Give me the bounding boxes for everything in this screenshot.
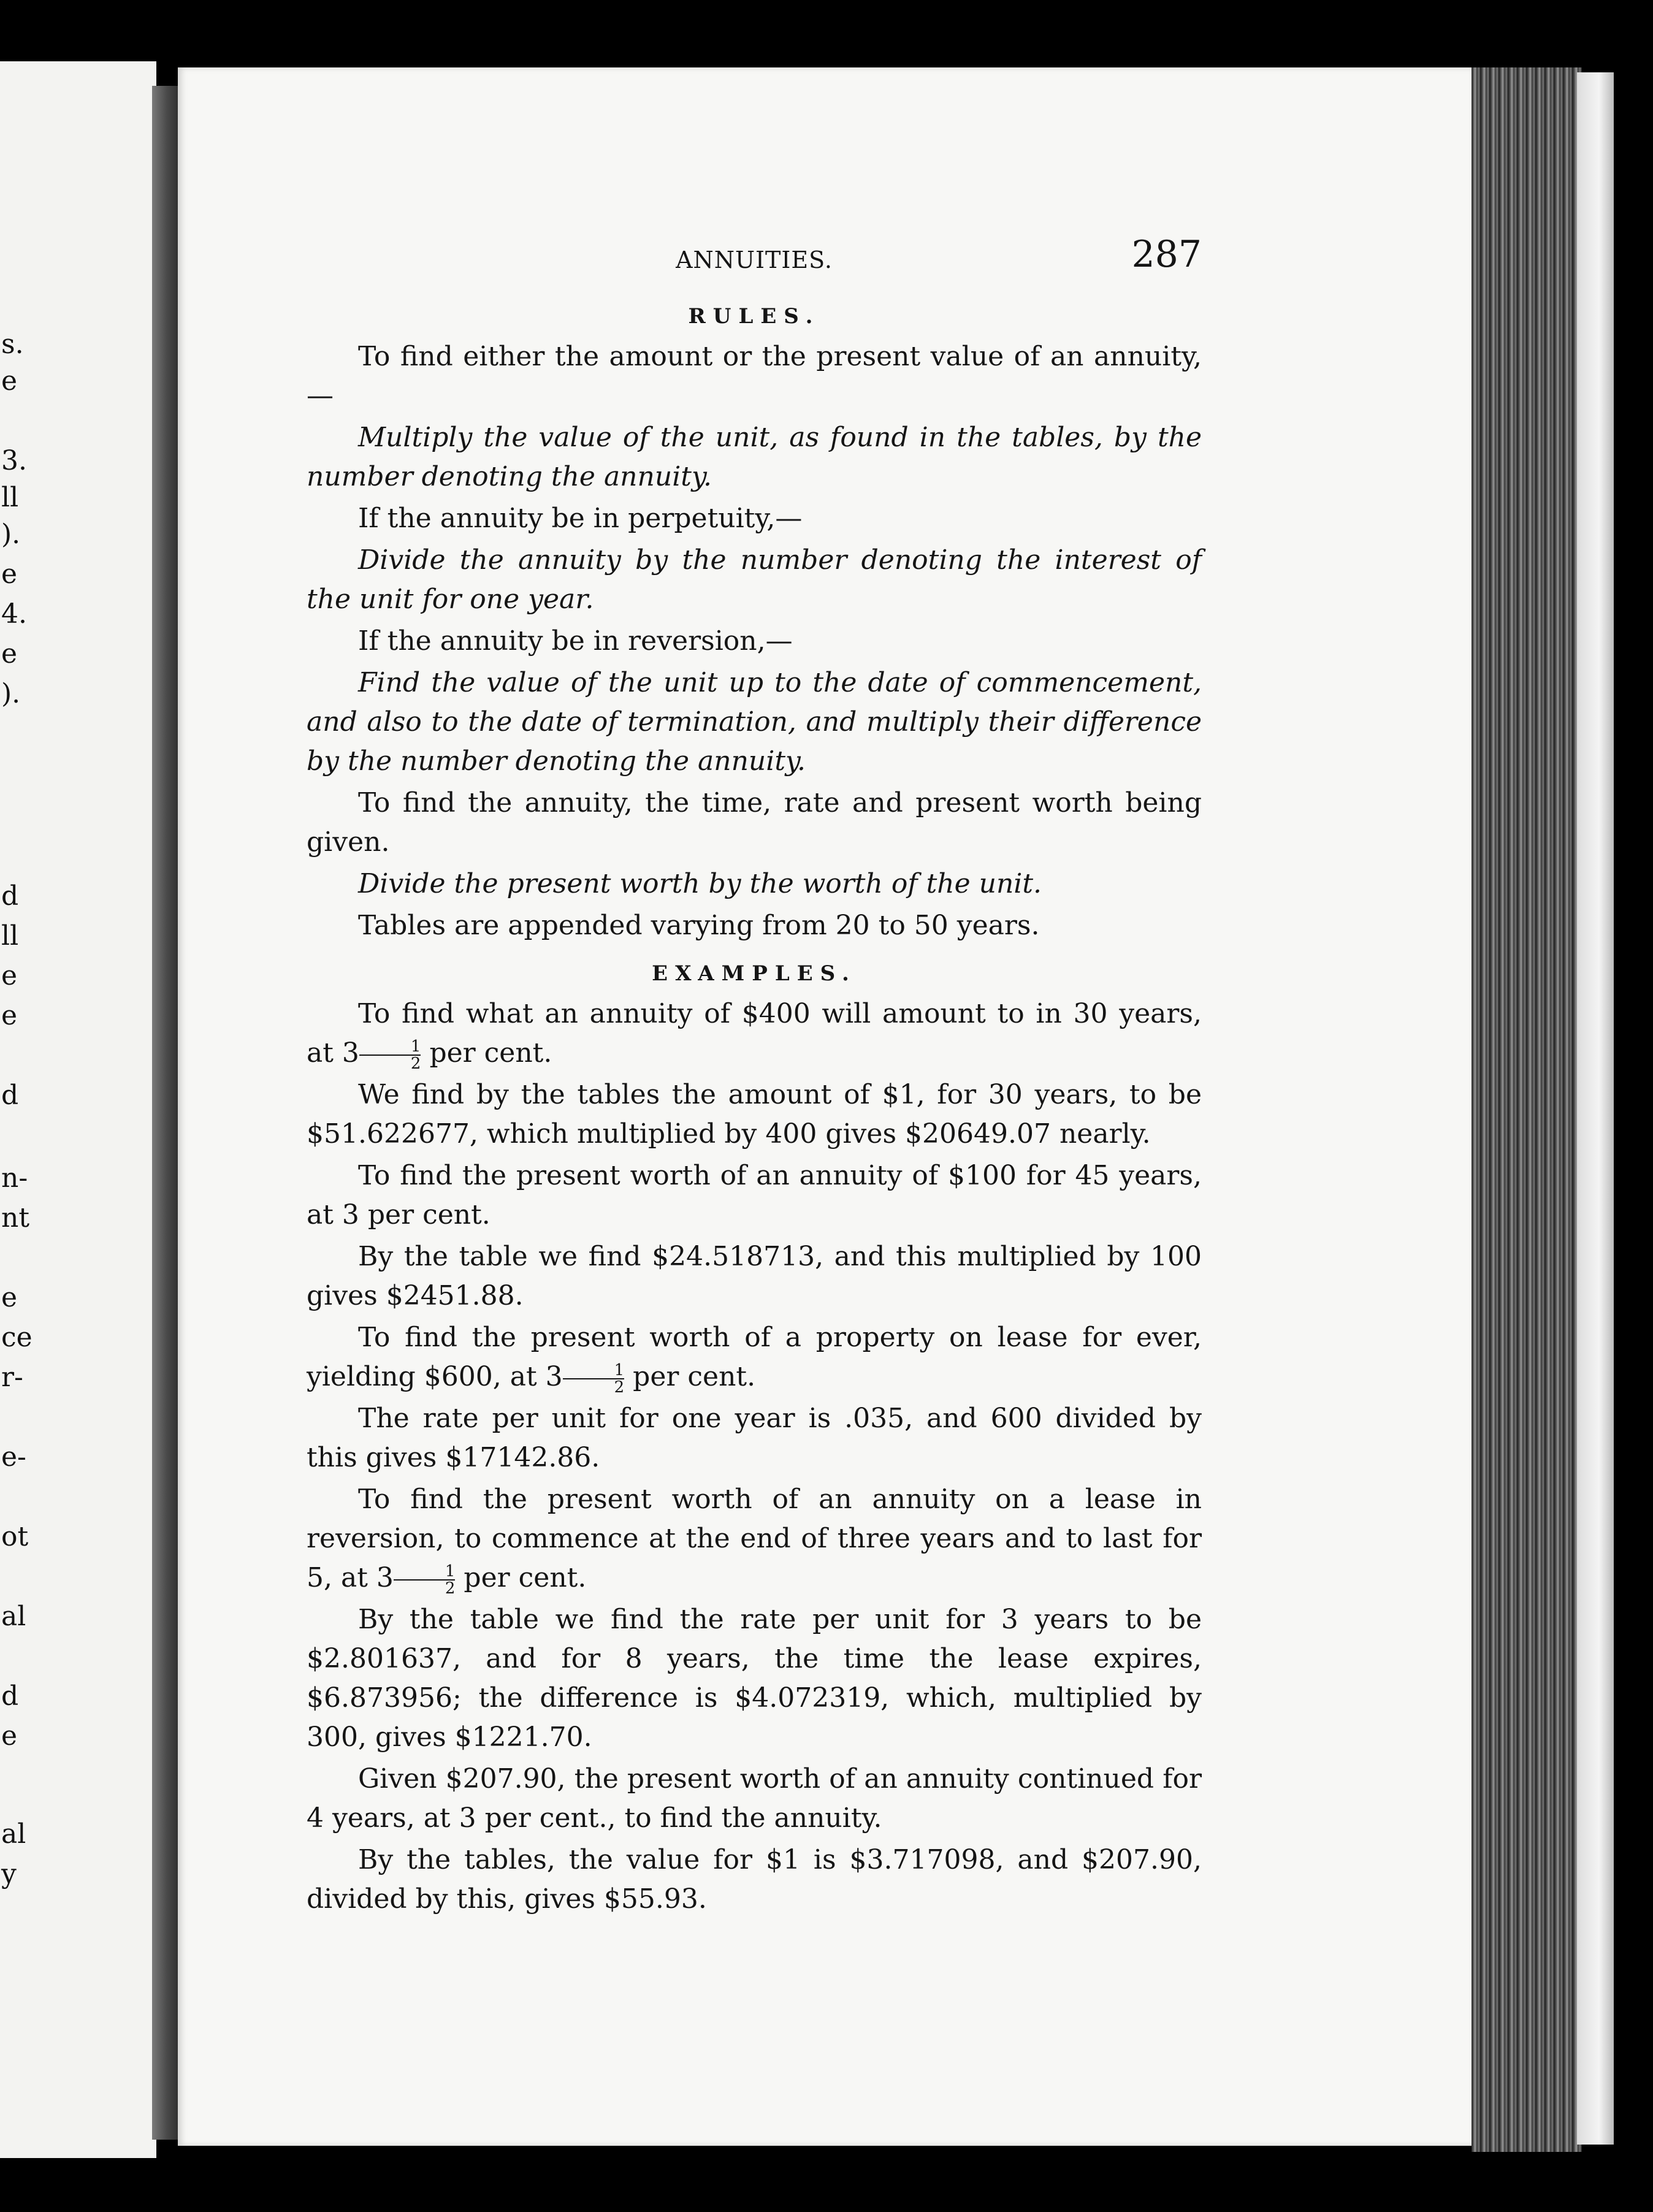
rule-condition: To find either the amount or the present value of an annuity,— <box>307 341 1202 411</box>
rule-condition: To find the annuity, the time, rate and present worth being given. <box>307 787 1202 858</box>
left-margin-char: ). <box>1 678 21 709</box>
left-margin-char: r- <box>1 1362 23 1393</box>
example-text: By the tables, the value for $1 is $3.717098, and $207.90, divided by this, gives $55.93. <box>307 1844 1202 1915</box>
rule-statement: Divide the annuity by the number denoting the interest of the unit for one year. <box>307 544 1202 615</box>
fraction: $\frac{1}{2}$ <box>359 1039 421 1072</box>
left-margin-char: d <box>1 1680 19 1712</box>
left-margin-char: ll <box>1 920 19 952</box>
running-head <box>307 233 1202 288</box>
rule-condition: If the annuity be in perpetuity,— <box>358 503 803 534</box>
example-text: By the table we find the rate per unit for 3 years to be $2.801637, and for 8 years, the time the lease expires, $6.873956; the difference is $4.072319, which, multiplied by 300, gives $1221.70. <box>307 1604 1202 1753</box>
example-paragraph <box>307 1237 1202 1316</box>
left-margin-char: ce <box>1 1322 32 1353</box>
left-margin-char: e <box>1 365 18 397</box>
example-paragraph <box>307 1600 1202 1757</box>
example-paragraph <box>307 1399 1202 1478</box>
example-paragraph <box>307 994 1202 1073</box>
example-text: Given $207.90, the present worth of an annuity continued for 4 years, at 3 per cent., to find the annuity. <box>307 1763 1202 1834</box>
example-paragraph <box>307 1156 1202 1235</box>
example-text: By the table we find $24.518713, and this multiplied by 100 gives $2451.88. <box>307 1241 1202 1311</box>
left-margin-char: ). <box>1 519 21 550</box>
rule-statement: Find the value of the unit up to the date of commencement, and also to the date of termination, and multiply their difference by the number denoting the annuity. <box>307 667 1202 777</box>
example-paragraph <box>307 1760 1202 1838</box>
left-margin-char: 3. <box>1 445 27 476</box>
left-margin-char: e <box>1 638 18 669</box>
left-margin-char: ll <box>1 482 19 513</box>
left-margin-char: s. <box>1 329 24 360</box>
left-margin-char: e- <box>1 1441 26 1473</box>
running-title: ANNUITIES. <box>676 246 833 273</box>
rule-statement: Multiply the value of the unit, as found in the tables, by the number denoting the annuity. <box>307 422 1202 492</box>
page-number: 287 <box>1131 233 1202 276</box>
example-text: We find by the tables the amount of $1, for 30 years, to be $51.622677, which multiplied by 400 gives $20649.07 nearly. <box>307 1079 1202 1150</box>
page-text <box>307 233 1202 1921</box>
rule-condition: Tables are appended varying from 20 to 50 years. <box>358 910 1040 941</box>
cover-edge <box>1577 72 1614 2145</box>
examples-list <box>307 994 1202 1919</box>
example-text: To find the present worth of a property on lease for ever, yielding $600, at 3 <box>307 1322 1202 1392</box>
page-edges <box>1472 67 1582 2152</box>
rule-statement: Divide the present worth by the worth of the unit. <box>358 868 1042 899</box>
example-text: per cent. <box>624 1361 756 1392</box>
examples-heading: EXAMPLES. <box>652 961 857 986</box>
left-margin-char: 4. <box>1 598 27 630</box>
left-margin-char: e <box>1 559 18 590</box>
example-text: The rate per unit for one year is .035, and 600 divided by this gives $17142.86. <box>307 1403 1202 1473</box>
left-margin-char: n- <box>1 1162 28 1194</box>
fraction: $\frac{1}{2}$ <box>563 1362 625 1395</box>
fraction: $\frac{1}{2}$ <box>394 1563 456 1596</box>
previous-page-edge <box>0 61 156 2158</box>
example-text: per cent. <box>421 1037 552 1069</box>
left-margin-char: al <box>1 1818 26 1850</box>
left-margin-char: e <box>1 960 18 991</box>
example-paragraph <box>307 1480 1202 1598</box>
left-margin-char: e <box>1 1720 18 1752</box>
example-text: To find the present worth of an annuity on a lease in reversion, to commence at the end of three years and to last for 5, at 3 <box>307 1484 1202 1593</box>
example-paragraph <box>307 1318 1202 1397</box>
rule-condition: If the annuity be in reversion,— <box>358 625 793 657</box>
left-margin-char: d <box>1 1080 19 1111</box>
left-margin-char: e <box>1 1000 18 1031</box>
example-text: To find what an annuity of $400 will amount to in 30 years, at 3 <box>307 998 1202 1069</box>
example-paragraph <box>307 1840 1202 1919</box>
example-text: To find the present worth of an annuity of $100 for 45 years, at 3 per cent. <box>307 1160 1202 1230</box>
left-margin-char: e <box>1 1282 18 1313</box>
left-margin-char: d <box>1 880 19 912</box>
example-paragraph <box>307 1075 1202 1154</box>
rules-list <box>307 337 1202 945</box>
left-margin-char: al <box>1 1601 26 1632</box>
example-text: per cent. <box>455 1562 587 1593</box>
rules-heading: RULES. <box>688 304 820 329</box>
left-margin-char: ot <box>1 1521 29 1552</box>
left-margin-char: nt <box>1 1202 30 1234</box>
left-margin-char: y <box>1 1858 17 1890</box>
